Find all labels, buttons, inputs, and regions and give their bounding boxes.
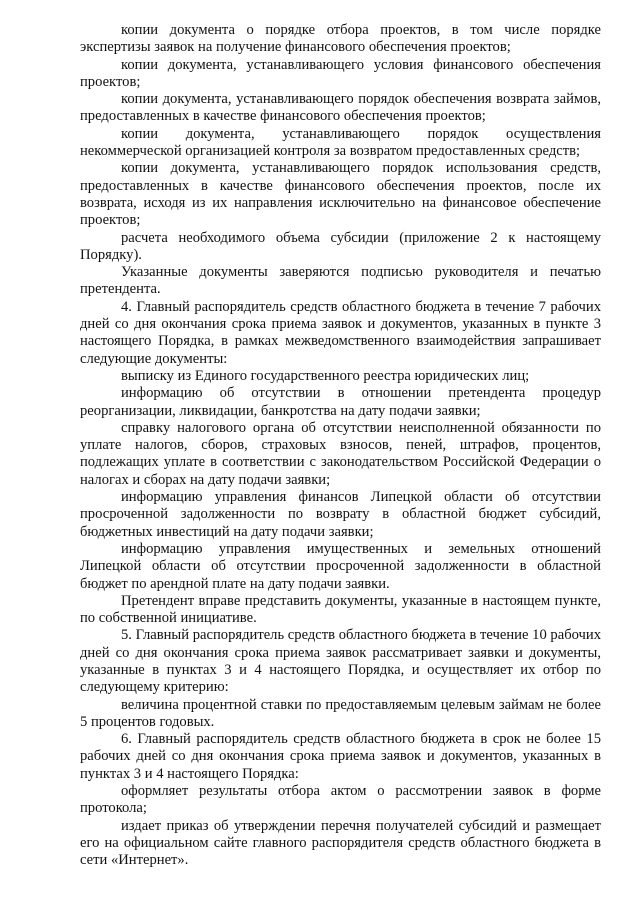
paragraph-registry-extract: выписку из Единого государственного реестра юридических лиц; <box>121 367 530 384</box>
paragraph-no-liquidation-info: информацию об отсутствии в отношении претендента процедур реорганизации, ликвидации, банкротства на дату подачи заявки; <box>80 385 601 419</box>
paragraph-tax-certificate: справку налогового органа об отсутствии неисполненной обязанности по уплате налогов, сборов, страховых взносов, пеней, штрафов, процентов, подлежащих уплате в соответствии с законодательством Российской Федерации о налогах и сборах на дату подачи заявки; <box>80 419 601 488</box>
paragraph-documents-certified: Указанные документы заверяются подписью руководителя и печатью претендента. <box>80 264 601 298</box>
document-page <box>80 22 601 870</box>
paragraph-selection-protocol: оформляет результаты отбора актом о рассмотрении заявок в форме протокола; <box>80 783 601 817</box>
paragraph-docs-return-control: копии документа, устанавливающего порядок осуществления некоммерческой организацией контроля за возвратом предоставленных средств; <box>80 125 601 160</box>
paragraph-subsidy-calculation: расчета необходимого объема субсидии (приложение 2 к настоящему Порядку). <box>80 229 601 263</box>
paragraph-docs-financing-conditions: копии документа, устанавливающего условия финансового обеспечения проектов; <box>80 56 601 90</box>
paragraph-interest-rate-criterion: величина процентной ставки по предоставляемым целевым займам не более 5 процентов годовых. <box>80 696 601 730</box>
paragraph-applicant-initiative: Претендент вправе представить документы, указанные в настоящем пункте, по собственной инициативе. <box>80 592 601 627</box>
paragraph-clause-5: 5. Главный распорядитель средств областного бюджета в течение 10 рабочих дней со дня окончания срока приема заявок рассматривает заявки и документы, указанные в пунктах 3 и 4 настоящего Порядка, и осуществляет их отбор по следующему критерию: <box>80 627 601 696</box>
paragraph-docs-funds-usage: копии документа, устанавливающего порядок использования средств, предоставленных в качестве финансового обеспечения проектов, после их возврата, исходя из их направления исключительно на финансовое обеспечение проектов; <box>80 160 601 229</box>
paragraph-finance-department-info: информацию управления финансов Липецкой области об отсутствии просроченной задолженности по возврату в областной бюджет субсидий, бюджетных инвестиций на дату подачи заявки; <box>80 489 601 540</box>
paragraph-clause-4: 4. Главный распорядитель средств областного бюджета в течение 7 рабочих дней со дня окончания срока приема заявок и документов, указанных в пункте 3 настоящего Порядка, в рамках межведомственного взаимодействия запрашивает следующие документы: <box>80 298 601 367</box>
paragraph-property-department-info: информацию управления имущественных и земельных отношений Липецкой области об отсутствии просроченной задолженности в областной бюджет по арендной плате на дату подачи заявки. <box>80 540 601 592</box>
paragraph-docs-loan-return: копии документа, устанавливающего порядок обеспечения возврата займов, предоставленных в качестве финансового обеспечения проектов; <box>80 91 601 125</box>
paragraph-clause-6: 6. Главный распорядитель средств областного бюджета в срок не более 15 рабочих дней со дня окончания срока приема заявок и документов, указанных в пунктах 3 и 4 настоящего Порядка: <box>80 731 601 782</box>
paragraph-docs-selection-procedure: копии документа о порядке отбора проектов, в том числе порядке экспертизы заявок на получение финансового обеспечения проектов; <box>80 22 601 56</box>
paragraph-recipients-order: издает приказ об утверждении перечня получателей субсидий и размещает его на официальном сайте главного распорядителя средств областного бюджета в сети «Интернет». <box>80 817 601 869</box>
